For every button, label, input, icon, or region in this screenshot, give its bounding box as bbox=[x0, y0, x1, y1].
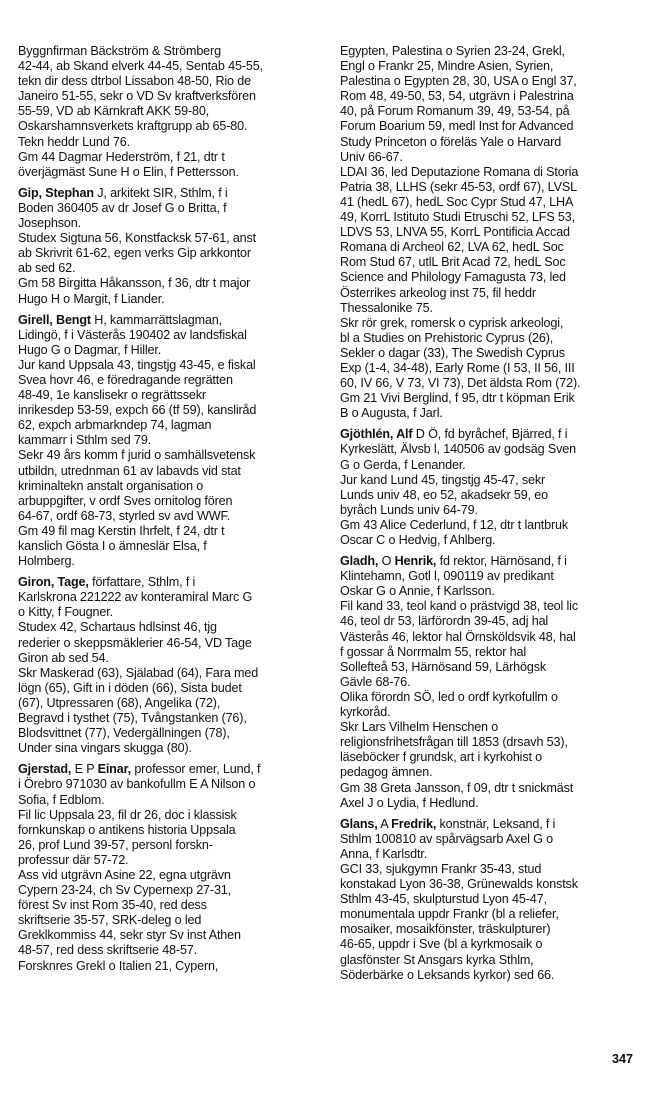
text-line bbox=[18, 433, 318, 448]
entry-text: tekn dir dess dtrbol Lissabon 48-50, Rio de bbox=[18, 74, 251, 89]
entry-text: fornkunskap o antikens historia Uppsala bbox=[18, 822, 236, 837]
entry-text: Giron ab sed 54. bbox=[18, 650, 109, 665]
entry-text: Klintehamn, Gotl l, 090119 av predikant bbox=[340, 569, 554, 584]
entry-text: förest Sv inst Rom 35-40, red dess bbox=[18, 898, 207, 913]
entry-text: Oskar G o Annie, f Karlsson. bbox=[340, 584, 495, 599]
entry-text: lögn (65), Gift in i döden (66), Sista budet bbox=[18, 680, 242, 695]
text-line bbox=[18, 883, 318, 898]
text-line bbox=[18, 741, 318, 756]
entry-text: Sthlm 100810 av spårvägsarb Axel G o bbox=[340, 831, 554, 846]
text-line bbox=[18, 681, 318, 696]
text-line bbox=[18, 418, 318, 433]
entry-text: byråch Lunds univ 64-79. bbox=[340, 502, 478, 517]
entry-text: Gm 38 Greta Jansson, f 09, dtr t snickmäst bbox=[340, 780, 574, 795]
entry-text: LDAI 36, led Deputazione Romana di Storia bbox=[340, 164, 579, 179]
entry-text: Sofia, f Edblom. bbox=[18, 792, 105, 807]
text-line bbox=[340, 59, 640, 74]
entry-text: Cypern 23-24, ch Sv Cypernexp 27-31, bbox=[18, 883, 232, 898]
entry-text: Studex Sigtuna 56, Konstfacksk 57-61, anst bbox=[18, 231, 257, 246]
text-line bbox=[340, 74, 640, 89]
text-line bbox=[340, 660, 640, 675]
text-line bbox=[18, 777, 318, 792]
entry-text: o Kitty, f Fougner. bbox=[18, 605, 113, 620]
text-line bbox=[18, 150, 318, 165]
entry-text: konstnär, Leksand, f i bbox=[436, 816, 556, 831]
entry-name: Fredrik, bbox=[391, 816, 437, 831]
text-line bbox=[340, 89, 640, 104]
text-line bbox=[18, 868, 318, 883]
text-line bbox=[340, 968, 640, 983]
text-line bbox=[18, 959, 318, 974]
text-line bbox=[18, 838, 318, 853]
entry-name: Einar, bbox=[97, 762, 131, 777]
entry-text: Gävle 68-76. bbox=[340, 674, 411, 689]
text-line bbox=[18, 554, 318, 569]
entry-text: överjägmäst Sune H o Elin, f Pettersson. bbox=[18, 164, 239, 179]
entry-text: arbuppgifter, v ordf Sves ornitolog fören bbox=[18, 493, 233, 508]
text-line bbox=[18, 186, 318, 201]
entry-text: pedagog ämnen. bbox=[340, 765, 433, 780]
entry-text: religionsfrihetsfrågan till 1853 (drsavh 53), bbox=[340, 735, 568, 750]
text-line bbox=[340, 953, 640, 968]
text-line bbox=[18, 89, 318, 104]
text-line bbox=[18, 590, 318, 605]
text-line bbox=[340, 346, 640, 361]
text-line bbox=[18, 479, 318, 494]
entry-text: 26, prof Lund 39-57, personl forskn- bbox=[18, 837, 213, 852]
entry-text: Skr Lars Vilhelm Henschen o bbox=[340, 720, 499, 735]
entry-text: Anna, f Karlsdtr. bbox=[340, 846, 428, 861]
text-line bbox=[18, 524, 318, 539]
entry-text: Svea hovr 46, e föredragande regrätten bbox=[18, 372, 233, 387]
entry-text: 64-67, ordf 68-73, styrled sv avd WWF. bbox=[18, 508, 230, 523]
text-line bbox=[18, 666, 318, 681]
text-line bbox=[340, 877, 640, 892]
entry-text: fd rektor, Härnösand, f i bbox=[436, 554, 567, 569]
text-line bbox=[340, 376, 640, 391]
text-line bbox=[340, 518, 640, 533]
entry-text: E P bbox=[71, 762, 98, 777]
entry-text: Forsknres Grekl o Italien 21, Cypern, bbox=[18, 958, 219, 973]
text-line bbox=[340, 270, 640, 285]
text-line bbox=[340, 361, 640, 376]
entry-text: G o Gerda, f Lenander. bbox=[340, 457, 466, 472]
entry-text: Gm 21 Vivi Berglind, f 95, dtr t köpman Erik bbox=[340, 391, 575, 406]
biography-entry bbox=[340, 44, 640, 421]
text-line bbox=[340, 473, 640, 488]
biography-entry bbox=[18, 186, 318, 307]
entry-text: Axel J o Lydia, f Hedlund. bbox=[340, 795, 479, 810]
entry-name: Gladh, bbox=[340, 554, 379, 569]
entry-text: Jur kand Lund 45, tingstjg 45-47, sekr bbox=[340, 472, 546, 487]
entry-text: Janeiro 51-55, sekr o VD Sv kraftverksfören bbox=[18, 89, 256, 104]
entry-text: Fil lic Uppsala 23, fil dr 26, doc i klassisk bbox=[18, 807, 237, 822]
text-line bbox=[18, 246, 318, 261]
text-line bbox=[340, 735, 640, 750]
entry-text: Greklkommiss 44, sekr styr Sv inst Athen bbox=[18, 928, 241, 943]
text-line bbox=[340, 645, 640, 660]
text-line bbox=[18, 494, 318, 509]
text-line bbox=[340, 750, 640, 765]
text-line bbox=[340, 720, 640, 735]
biography-entry bbox=[18, 313, 318, 570]
entry-text: 46-65, uppdr i Sve (bl a kyrkmosaik o bbox=[340, 937, 543, 952]
biography-entry bbox=[18, 575, 318, 756]
entry-name: Glans, bbox=[340, 816, 378, 831]
text-line bbox=[18, 313, 318, 328]
entry-text: 40, på Forum Romanum 39, 49, 53-54, på bbox=[340, 104, 570, 119]
entry-text: Sekr 49 års komm f jurid o samhällsvetensk bbox=[18, 448, 256, 463]
text-line bbox=[340, 286, 640, 301]
text-line bbox=[18, 276, 318, 291]
entry-text: Exp (1-4, 34-48), Early Rome (I 53, II 56, III bbox=[340, 360, 575, 375]
entry-text: Oscar C o Hedvig, f Ahlberg. bbox=[340, 533, 496, 547]
entry-text: LDVS 53, LNVA 55, KorrL Pontificia Accad bbox=[340, 225, 570, 240]
text-line bbox=[340, 331, 640, 346]
entry-text: professor emer, Lund, f bbox=[130, 762, 261, 777]
text-line bbox=[340, 442, 640, 457]
entry-text: f gossar å Norrmalm 55, rektor hal bbox=[340, 644, 526, 659]
text-line bbox=[340, 301, 640, 316]
text-line bbox=[18, 358, 318, 373]
entry-text: Karlskrona 221222 av konteramiral Marc G bbox=[18, 590, 253, 605]
text-line bbox=[18, 292, 318, 307]
text-line bbox=[18, 620, 318, 635]
entry-text: 48-49, 1e kanslisekr o regrättssekr bbox=[18, 388, 206, 403]
entry-text: A bbox=[377, 816, 392, 831]
entry-name: Gjerstad, bbox=[18, 762, 72, 777]
text-line bbox=[18, 448, 318, 463]
entry-text: kyrkoråd. bbox=[340, 705, 391, 720]
entry-text: Egypten, Palestina o Syrien 23-24, Grekl, bbox=[340, 44, 565, 58]
text-line bbox=[18, 898, 318, 913]
entry-text: Rom Stud 67, utlL Brit Acad 72, hedL Soc bbox=[340, 255, 566, 270]
entry-text: Jur kand Uppsala 43, tingstjg 43-45, e fiskal bbox=[18, 357, 256, 372]
text-line bbox=[340, 44, 640, 59]
text-line bbox=[18, 726, 318, 741]
text-line bbox=[340, 240, 640, 255]
text-line bbox=[18, 343, 318, 358]
text-line bbox=[18, 943, 318, 958]
text-line bbox=[18, 165, 318, 180]
text-line bbox=[340, 210, 640, 225]
text-line bbox=[340, 554, 640, 569]
entry-text: D Ö, fd byråchef, Bjärred, f i bbox=[412, 427, 568, 442]
entry-text: kammarr i Sthlm sed 79. bbox=[18, 433, 152, 448]
biography-entry bbox=[340, 427, 640, 548]
entry-name: Gip, Stephan bbox=[18, 185, 94, 200]
right-column bbox=[340, 44, 640, 989]
entry-text: Engl o Frankr 25, Mindre Asien, Syrien, bbox=[340, 59, 554, 74]
text-line bbox=[340, 847, 640, 862]
text-line bbox=[340, 427, 640, 442]
entry-text: 60, IV 66, V 73, VI 73), Det äldsta Rom (72). bbox=[340, 376, 581, 391]
text-line bbox=[18, 464, 318, 479]
entry-text: Holmberg. bbox=[18, 554, 75, 569]
text-line bbox=[340, 705, 640, 720]
entry-text: skriftserie 35-57, SRK-deleg o led bbox=[18, 913, 202, 928]
entry-text: Rom 48, 49-50, 53, 54, utgrävn i Palestrina bbox=[340, 89, 574, 104]
text-line bbox=[18, 808, 318, 823]
entry-text: läseböcker f grundsk, art i kyrkohist o bbox=[340, 750, 543, 765]
text-line bbox=[18, 44, 318, 59]
entry-text: 41 (hedL 67), hedL Soc Cypr Stud 47, LHA bbox=[340, 194, 574, 209]
text-line bbox=[18, 913, 318, 928]
text-line bbox=[18, 104, 318, 119]
text-line bbox=[18, 696, 318, 711]
entry-text: Palestina o Egypten 28, 30, USA o Engl 37, bbox=[340, 74, 577, 89]
entry-text: Gm 49 fil mag Kerstin Ihrfelt, f 24, dtr t bbox=[18, 523, 225, 538]
text-line bbox=[340, 391, 640, 406]
entry-text: 42-44, ab Skand elverk 44-45, Sentab 45-55, bbox=[18, 59, 263, 74]
entry-text: rederier o skeppsmäklerier 46-54, VD Tage bbox=[18, 635, 252, 650]
biography-entry bbox=[340, 554, 640, 811]
text-line bbox=[18, 135, 318, 150]
entry-text: Boden 360405 av dr Josef G o Britta, f bbox=[18, 200, 227, 215]
entry-text: Hugo G o Dagmar, f Hiller. bbox=[18, 342, 162, 357]
text-line bbox=[18, 328, 318, 343]
entry-text: Sthlm 43-45, skulpturstud Lyon 45-47, bbox=[340, 892, 547, 907]
entry-text: Tekn heddr Lund 76. bbox=[18, 134, 130, 149]
entry-name: Henrik, bbox=[394, 554, 437, 569]
text-line bbox=[18, 509, 318, 524]
entry-text: Lidingö, f i Västerås 190402 av landsfiskal bbox=[18, 327, 247, 342]
entry-text: Skr rör grek, romersk o cyprisk arkeologi, bbox=[340, 315, 564, 330]
text-line bbox=[340, 255, 640, 270]
text-line bbox=[340, 862, 640, 877]
entry-text: H, kammarrättslagman, bbox=[90, 312, 223, 327]
text-line bbox=[340, 533, 640, 548]
entry-text: Blodsvittnet (77), Vedergällningen (78), bbox=[18, 726, 230, 741]
text-line bbox=[340, 781, 640, 796]
text-line bbox=[18, 651, 318, 666]
entry-name: Girell, Bengt bbox=[18, 312, 91, 327]
entry-text: Olika förordn SÖ, led o ordf kyrkofullm o bbox=[340, 689, 558, 704]
text-line bbox=[340, 832, 640, 847]
entry-name: Gjöthlén, Alf bbox=[340, 427, 413, 442]
text-line bbox=[18, 823, 318, 838]
text-line bbox=[340, 922, 640, 937]
text-line bbox=[18, 539, 318, 554]
entry-text: utbildn, utrednman 61 av labavds vid stat bbox=[18, 463, 241, 478]
text-line bbox=[340, 614, 640, 629]
entry-text: Josephson. bbox=[18, 216, 81, 231]
text-line bbox=[18, 762, 318, 777]
text-line bbox=[340, 675, 640, 690]
text-line bbox=[18, 216, 318, 231]
text-line bbox=[340, 690, 640, 705]
entry-text: Univ 66-67. bbox=[340, 149, 403, 164]
page-number: 347 bbox=[612, 1052, 634, 1066]
text-line bbox=[340, 458, 640, 473]
text-line bbox=[340, 630, 640, 645]
entry-text: Romana di Archeol 62, LVA 62, hedL Soc bbox=[340, 240, 564, 255]
text-line bbox=[340, 180, 640, 195]
entry-text: Sollefteå 53, Härnösand 59, Lärhögsk bbox=[340, 659, 547, 674]
text-line bbox=[18, 261, 318, 276]
text-line bbox=[340, 135, 640, 150]
biography-entry bbox=[18, 762, 318, 973]
entry-text: Lunds univ 48, eo 52, akadsekr 59, eo bbox=[340, 487, 548, 502]
entry-text: B o Augusta, f Jarl. bbox=[340, 406, 443, 421]
text-line bbox=[340, 195, 640, 210]
entry-text: Fil kand 33, teol kand o prästvigd 38, teol lic bbox=[340, 599, 578, 614]
entry-text: kriminaltekn anstalt organisation o bbox=[18, 478, 204, 493]
entry-text: Sekler o dagar (33), The Swedish Cyprus bbox=[340, 345, 565, 360]
entry-text: GCI 33, sjukgymn Frankr 35-43, stud bbox=[340, 861, 542, 876]
text-line bbox=[340, 316, 640, 331]
entry-text: Västerås 46, lektor hal Örnsköldsvik 48, hal bbox=[340, 629, 576, 644]
text-line bbox=[18, 119, 318, 134]
entry-text: Studex 42, Schartaus hdlsinst 46, tjg bbox=[18, 620, 217, 635]
entry-text: Gm 44 Dagmar Hederström, f 21, dtr t bbox=[18, 149, 225, 164]
text-line bbox=[18, 636, 318, 651]
entry-text: mosaiker, mosaikfönster, träskulpturer) bbox=[340, 922, 551, 937]
biography-entry bbox=[18, 44, 318, 180]
text-line bbox=[340, 907, 640, 922]
entry-text: glasfönster St Ansgars kyrka Sthlm, bbox=[340, 952, 534, 967]
entry-text: 55-59, VD ab Kärnkraft AKK 59-80, bbox=[18, 104, 210, 119]
entry-text: Begravd i tysthet (75), Tvångstanken (76), bbox=[18, 711, 247, 726]
entry-text: monumentala uppdr Frankr (bl a reliefer, bbox=[340, 907, 559, 922]
text-line bbox=[340, 599, 640, 614]
text-line bbox=[340, 150, 640, 165]
text-line bbox=[18, 605, 318, 620]
entry-text: Gm 58 Birgitta Håkansson, f 36, dtr t major bbox=[18, 276, 251, 291]
entry-text: Hugo H o Margit, f Liander. bbox=[18, 291, 165, 306]
text-line bbox=[18, 403, 318, 418]
entry-text: Söderbärke o Leksands kyrkor) sed 66. bbox=[340, 967, 555, 982]
entry-name: Giron, Tage, bbox=[18, 575, 89, 590]
text-line bbox=[340, 225, 640, 240]
entry-text: J, arkitekt SIR, Sthlm, f i bbox=[93, 185, 228, 200]
text-line bbox=[340, 817, 640, 832]
entry-text: Oskarshamnsverkets kraftgrupp ab 65-80. bbox=[18, 119, 248, 134]
text-line bbox=[18, 711, 318, 726]
text-line bbox=[18, 59, 318, 74]
text-line bbox=[340, 937, 640, 952]
entry-text: Patria 38, LLHS (sekr 45-53, ordf 67), LVSL bbox=[340, 179, 577, 194]
text-line bbox=[340, 119, 640, 134]
entry-text: kanslich Gösta I o ämneslär Elsa, f bbox=[18, 539, 207, 553]
text-line bbox=[340, 165, 640, 180]
entry-text: i Örebro 971030 av bankofullm E A Nilson o bbox=[18, 777, 256, 792]
text-line bbox=[340, 569, 640, 584]
entry-text: Byggnfirman Bäckström & Strömberg bbox=[18, 44, 221, 58]
text-line bbox=[340, 104, 640, 119]
entry-text: professur där 57-72. bbox=[18, 852, 129, 867]
text-line bbox=[18, 388, 318, 403]
entry-text: Under sina vingars skugga (80). bbox=[18, 741, 192, 756]
text-line bbox=[18, 793, 318, 808]
entry-text: (67), Utpressaren (68), Angelika (72), bbox=[18, 695, 221, 710]
entry-text: ab Skrivrit 61-62, egen verks Gip arkkontor bbox=[18, 246, 251, 261]
text-line bbox=[18, 928, 318, 943]
entry-text: Kyrkeslätt, Älvsb l, 140506 av godsäg Sven bbox=[340, 442, 576, 457]
entry-text: konstakad Lyon 36-38, Grünewalds konstsk bbox=[340, 877, 578, 892]
text-line bbox=[18, 373, 318, 388]
entry-text: bl a Studies on Prehistoric Cyprus (26), bbox=[340, 330, 554, 345]
left-column bbox=[18, 44, 318, 980]
entry-text: O bbox=[378, 554, 395, 569]
entry-text: 62, expch arbmarkndep 74, lagman bbox=[18, 418, 212, 433]
entry-text: Forum Boarium 59, medl Inst for Advanced bbox=[340, 119, 574, 134]
text-line bbox=[18, 853, 318, 868]
entry-text: inrikesdep 53-59, expch 66 (tf 59), kansliråd bbox=[18, 403, 257, 418]
text-line bbox=[340, 892, 640, 907]
biography-entry bbox=[340, 817, 640, 983]
entry-text: Gm 43 Alice Cederlund, f 12, dtr t lantbruk bbox=[340, 517, 569, 532]
text-line bbox=[18, 231, 318, 246]
text-line bbox=[18, 74, 318, 89]
entry-text: Science and Philology Famagusta 73, led bbox=[340, 270, 566, 285]
entry-text: ab sed 62. bbox=[18, 261, 76, 276]
entry-text: Österrikes arkeolog inst 75, fil heddr bbox=[340, 285, 536, 300]
entry-text: 49, KorrL Istituto Studi Etruschi 52, LFS 53, bbox=[340, 210, 575, 225]
text-line bbox=[340, 765, 640, 780]
text-line bbox=[340, 488, 640, 503]
entry-text: 46, teol dr 53, lärförordn 39-45, adj hal bbox=[340, 614, 549, 629]
text-line bbox=[18, 201, 318, 216]
entry-text: 48-57, red dess skriftserie 48-57. bbox=[18, 943, 197, 958]
text-line bbox=[340, 406, 640, 421]
text-line bbox=[340, 584, 640, 599]
entry-text: författare, Sthlm, f i bbox=[88, 575, 196, 590]
text-line bbox=[340, 796, 640, 811]
entry-text: Ass vid utgrävn Asine 22, egna utgrävn bbox=[18, 867, 231, 882]
entry-text: Skr Maskerad (63), Själabad (64), Fara med bbox=[18, 665, 259, 680]
text-line bbox=[340, 503, 640, 518]
text-line bbox=[18, 575, 318, 590]
entry-text: Study Princeton o föreläs Yale o Harvard bbox=[340, 134, 562, 149]
entry-text: Thessalonike 75. bbox=[340, 300, 433, 315]
